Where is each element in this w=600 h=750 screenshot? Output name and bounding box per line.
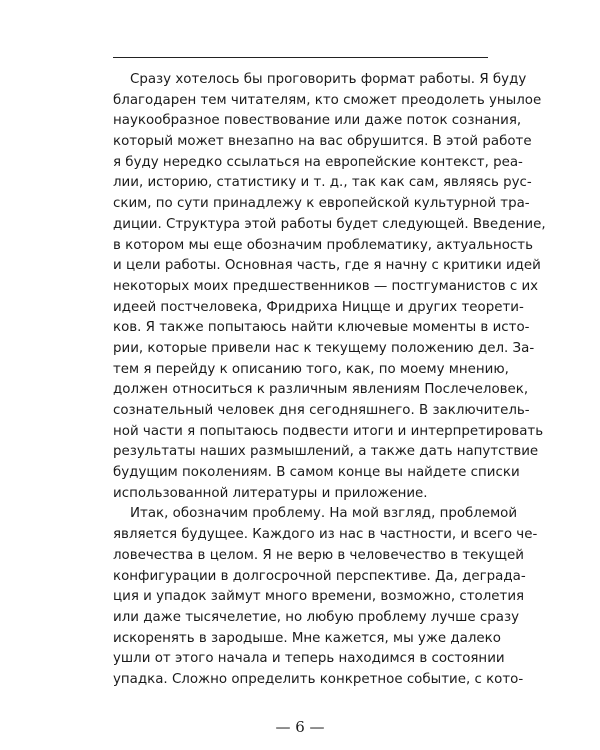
text-line: ловечества в целом. Я не верю в человечество в текущей	[113, 547, 524, 563]
text-line: некоторых моих предшественников — постгуманистов с их	[113, 278, 539, 294]
text-line: использованной литературы и приложение.	[113, 485, 428, 501]
text-line: я буду нередко ссылаться на европейские контекст, реа-	[113, 154, 523, 170]
text-line: рии, которые привели нас к текущему положению дел. За-	[113, 340, 535, 356]
body-text	[113, 70, 546, 691]
text-line: тем я перейду к описанию того, как, по моему мнению,	[113, 361, 509, 377]
paragraph-format	[113, 70, 546, 504]
text-line: диции. Структура этой работы будет следующей. Введение,	[113, 216, 546, 232]
text-line: будущим поколениям. В самом конце вы найдете списки	[113, 465, 520, 481]
text-line: ков. Я также попытаюсь найти ключевые моменты в исто-	[113, 320, 530, 336]
text-line: и цели работы. Основная часть, где я начну с критики идей	[113, 258, 541, 274]
text-line: или даже тысячелетие, но любую проблему лучше сразу	[113, 609, 520, 625]
text-line: Итак, обозначим проблему. На мой взгляд, проблемой	[130, 506, 518, 522]
text-line: упадка. Сложно определить конкретное событие, с кото-	[113, 671, 524, 687]
text-line: лии, историю, статистику и т. д., так как сам, являясь рус-	[113, 175, 532, 191]
text-line: Сразу хотелось бы проговорить формат работы. Я буду	[130, 72, 527, 87]
text-line: который может внезапно на вас обрушится. В этой работе	[113, 134, 532, 150]
text-line: наукообразное повествование или даже поток сознания,	[113, 113, 522, 129]
text-line: благодарен тем читателям, кто сможет преодолеть унылое	[113, 92, 542, 108]
text-line: является будущее. Каждого из нас в частности, и всего че-	[113, 527, 538, 543]
text-line: должен относиться к различным явлениям Послечеловек,	[113, 382, 529, 398]
text-line: искоренять в зародыше. Мне кажется, мы уже далеко	[113, 630, 501, 646]
text-line: в котором мы еще обозначим проблематику, актуальность	[113, 237, 533, 253]
text-line: идеей постчеловека, Фридриха Ницще и других теорети-	[113, 299, 524, 315]
text-line: конфигурации в долгосрочной перспективе. Да, деграда-	[113, 568, 526, 584]
page-number: — 6 —	[275, 718, 325, 736]
text-line: ной части я попытаюсь подвести итоги и интерпретировать	[113, 423, 544, 439]
header-rule	[113, 57, 488, 58]
text-line: ским, по сути принадлежу к европейской культурной тра-	[113, 196, 530, 212]
text-line: сознательный человек дня сегодняшнего. В заключитель-	[113, 403, 530, 418]
paragraph-problem	[113, 504, 538, 690]
text-line: ция и упадок займут много времени, возможно, столетия	[113, 589, 525, 605]
text-line: ушли от этого начала и теперь находимся в состоянии	[113, 651, 505, 667]
text-line: результаты наших размышлений, а также дать напутствие	[113, 444, 539, 460]
